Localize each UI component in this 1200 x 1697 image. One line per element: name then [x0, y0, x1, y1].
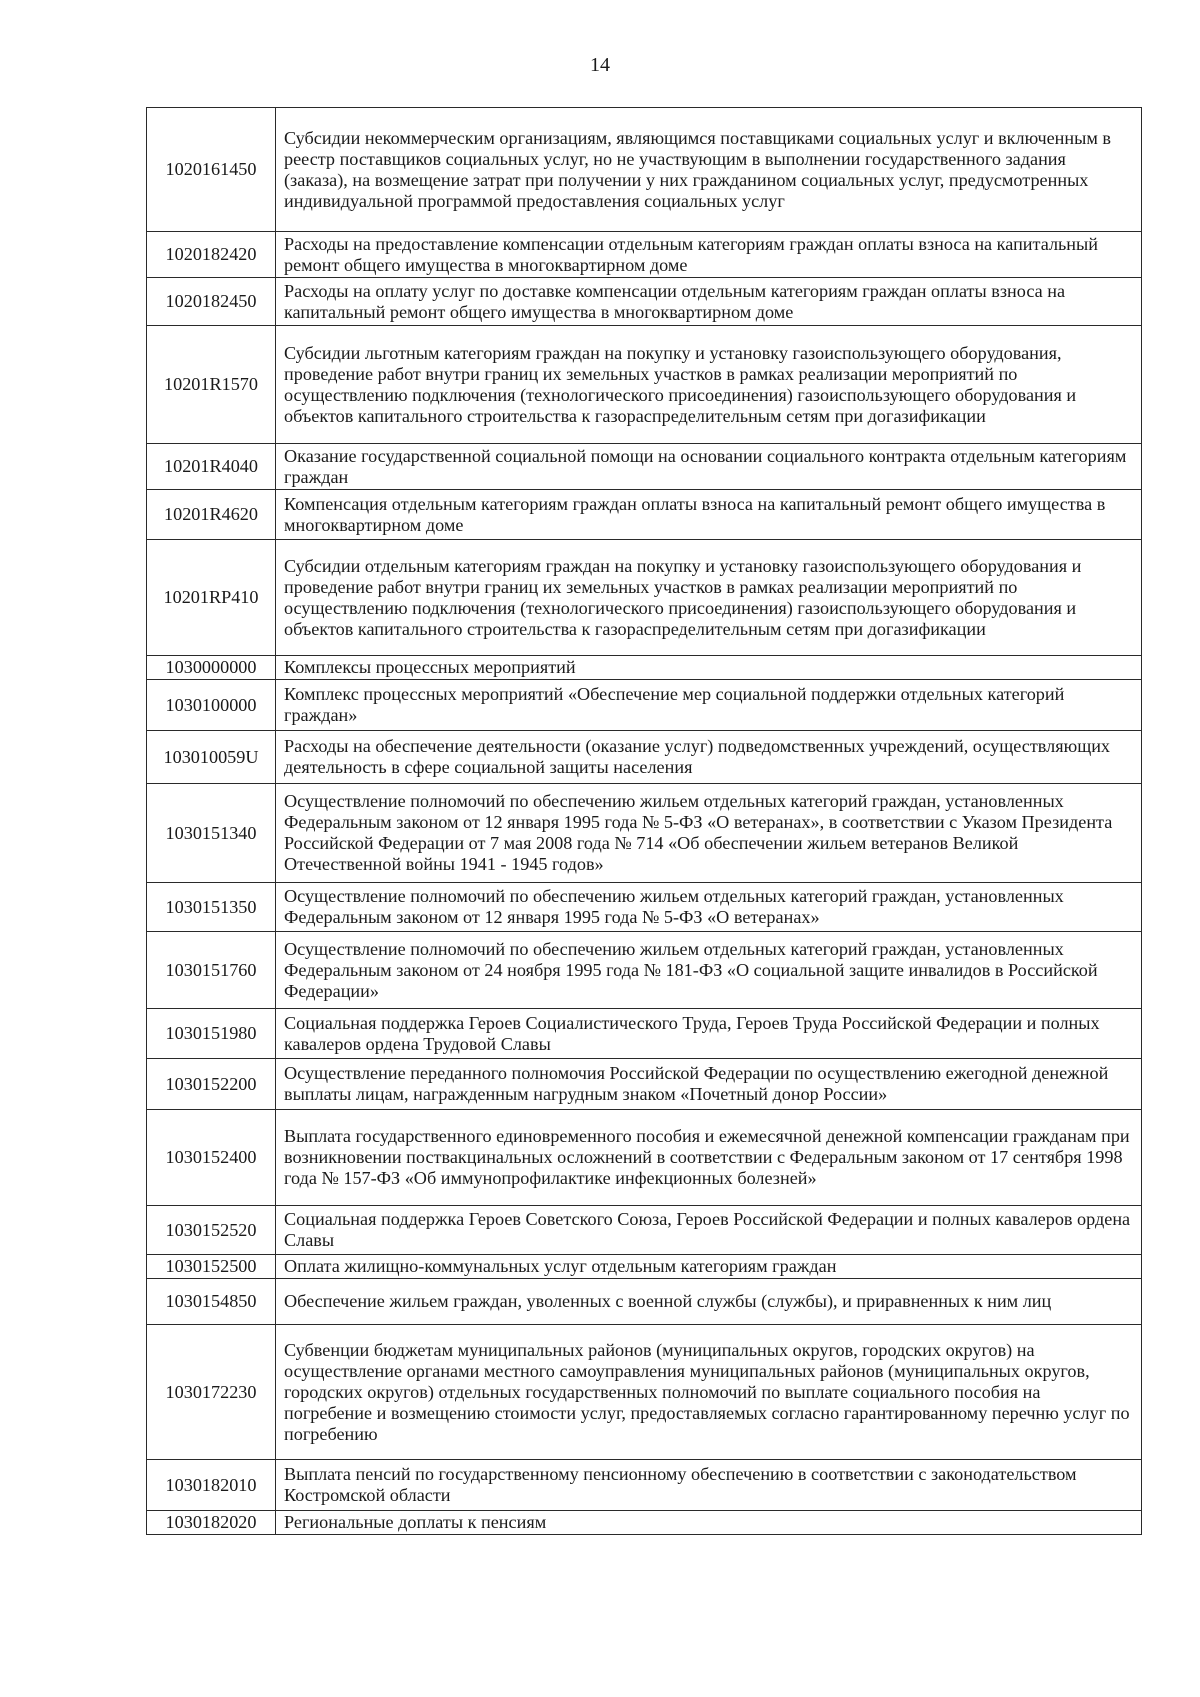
- row-code: 1030182020: [147, 1511, 276, 1535]
- row-code: 1030152520: [147, 1206, 276, 1255]
- row-description: Оплата жилищно-коммунальных услуг отдельным категориям граждан: [276, 1255, 1142, 1279]
- budget-codes-table: [146, 107, 1142, 1535]
- row-code: 103010059U: [147, 731, 276, 784]
- row-description: Осуществление переданного полномочия Российской Федерации по осуществлению ежегодной денежной выплаты лицам, награжденным нагрудным знаком «Почетный донор России»: [276, 1059, 1142, 1110]
- row-code: 1030151980: [147, 1009, 276, 1059]
- row-code: 10201R4040: [147, 444, 276, 490]
- row-description: Выплата государственного единовременного пособия и ежемесячной денежной компенсации гражданам при возникновении поствакцинальных осложнений в соответствии с Федеральным законом от 17 сентября 1998 года № 157-ФЗ «Об иммунопрофилактике инфекционных болезней»: [276, 1110, 1142, 1206]
- table-row: [147, 232, 1142, 278]
- row-description: Региональные доплаты к пенсиям: [276, 1511, 1142, 1535]
- table-row: [147, 932, 1142, 1009]
- row-description: Компенсация отдельным категориям граждан оплаты взноса на капитальный ремонт общего имущества в многоквартирном доме: [276, 490, 1142, 540]
- table-row: [147, 108, 1142, 232]
- table-row: [147, 444, 1142, 490]
- table-row: [147, 1279, 1142, 1325]
- row-code: 1020182420: [147, 232, 276, 278]
- row-description: Расходы на предоставление компенсации отдельным категориям граждан оплаты взноса на капитальный ремонт общего имущества в многоквартирном доме: [276, 232, 1142, 278]
- row-code: 1030151340: [147, 784, 276, 883]
- row-code: 1030152200: [147, 1059, 276, 1110]
- table-row: [147, 1059, 1142, 1110]
- row-code: 1020161450: [147, 108, 276, 232]
- row-description: Оказание государственной социальной помощи на основании социального контракта отдельным категориям граждан: [276, 444, 1142, 490]
- table-row: [147, 1255, 1142, 1279]
- row-description: Расходы на обеспечение деятельности (оказание услуг) подведомственных учреждений, осуществляющих деятельность в сфере социальной защиты населения: [276, 731, 1142, 784]
- row-description: Социальная поддержка Героев Социалистического Труда, Героев Труда Российской Федерации и полных кавалеров ордена Трудовой Славы: [276, 1009, 1142, 1059]
- row-description: Субсидии отдельным категориям граждан на покупку и установку газоиспользующего оборудования и проведение работ внутри границ их земельных участков в рамках реализации мероприятий по осуществлению подключения (технологического присоединения) газоиспользующего оборудования и объектов капитального строительства к газораспределительным сетям при догазификации: [276, 540, 1142, 656]
- table-row: [147, 656, 1142, 680]
- table-row: [147, 490, 1142, 540]
- table-row: [147, 680, 1142, 731]
- table-row: [147, 1511, 1142, 1535]
- row-code: 1020182450: [147, 278, 276, 326]
- row-description: Субвенции бюджетам муниципальных районов (муниципальных округов, городских округов) на осуществление органами местного самоуправления муниципальных районов (муниципальных округов, городских округов) отдельных государственных полномочий по выплате социального пособия на погребение и возмещению стоимости услуг, предоставляемых согласно гарантированному перечню услуг по погребению: [276, 1325, 1142, 1460]
- row-description: Обеспечение жильем граждан, уволенных с военной службы (службы), и приравненных к ним лиц: [276, 1279, 1142, 1325]
- row-description: Комплекс процессных мероприятий «Обеспечение мер социальной поддержки отдельных категорий граждан»: [276, 680, 1142, 731]
- row-code: 1030100000: [147, 680, 276, 731]
- table-row: [147, 883, 1142, 932]
- row-description: Осуществление полномочий по обеспечению жильем отдельных категорий граждан, установленных Федеральным законом от 12 января 1995 года № 5-ФЗ «О ветеранах»: [276, 883, 1142, 932]
- table-row: [147, 731, 1142, 784]
- row-code: 1030154850: [147, 1279, 276, 1325]
- table-row: [147, 784, 1142, 883]
- table-row: [147, 1325, 1142, 1460]
- row-code: 1030152400: [147, 1110, 276, 1206]
- row-code: 10201R4620: [147, 490, 276, 540]
- row-code: 1030182010: [147, 1460, 276, 1511]
- row-code: 10201RP410: [147, 540, 276, 656]
- row-description: Осуществление полномочий по обеспечению жильем отдельных категорий граждан, установленных Федеральным законом от 12 января 1995 года № 5-ФЗ «О ветеранах», в соответствии с Указом Президента Российской Федерации от 7 мая 2008 года № 714 «Об обеспечении жильем ветеранов Великой Отечественной войны 1941 - 1945 годов»: [276, 784, 1142, 883]
- row-code: 1030000000: [147, 656, 276, 680]
- table-row: [147, 540, 1142, 656]
- row-description: Расходы на оплату услуг по доставке компенсации отдельным категориям граждан оплаты взноса на капитальный ремонт общего имущества в многоквартирном доме: [276, 278, 1142, 326]
- table-row: [147, 1460, 1142, 1511]
- row-description: Субсидии льготным категориям граждан на покупку и установку газоиспользующего оборудования, проведение работ внутри границ их земельных участков в рамках реализации мероприятий по осуществлению подключения (технологического присоединения) газоиспользующего оборудования и объектов капитального строительства к газораспределительным сетям при догазификации: [276, 326, 1142, 444]
- row-code: 1030151760: [147, 932, 276, 1009]
- table-row: [147, 1206, 1142, 1255]
- row-description: Субсидии некоммерческим организациям, являющимся поставщиками социальных услуг и включенным в реестр поставщиков социальных услуг, но не участвующим в выполнении государственного задания (заказа), на возмещение затрат при получении у них гражданином социальных услуг, предусмотренных индивидуальной программой предоставления социальных услуг: [276, 108, 1142, 232]
- table-row: [147, 1110, 1142, 1206]
- table-row: [147, 326, 1142, 444]
- page-number: 14: [590, 54, 610, 76]
- row-description: Комплексы процессных мероприятий: [276, 656, 1142, 680]
- row-code: 1030152500: [147, 1255, 276, 1279]
- row-code: 1030172230: [147, 1325, 276, 1460]
- row-code: 10201R1570: [147, 326, 276, 444]
- row-description: Осуществление полномочий по обеспечению жильем отдельных категорий граждан, установленных Федеральным законом от 24 ноября 1995 года № 181-ФЗ «О социальной защите инвалидов в Российской Федерации»: [276, 932, 1142, 1009]
- row-code: 1030151350: [147, 883, 276, 932]
- table-row: [147, 278, 1142, 326]
- row-description: Выплата пенсий по государственному пенсионному обеспечению в соответствии с законодательством Костромской области: [276, 1460, 1142, 1511]
- table-row: [147, 1009, 1142, 1059]
- row-description: Социальная поддержка Героев Советского Союза, Героев Российской Федерации и полных кавалеров ордена Славы: [276, 1206, 1142, 1255]
